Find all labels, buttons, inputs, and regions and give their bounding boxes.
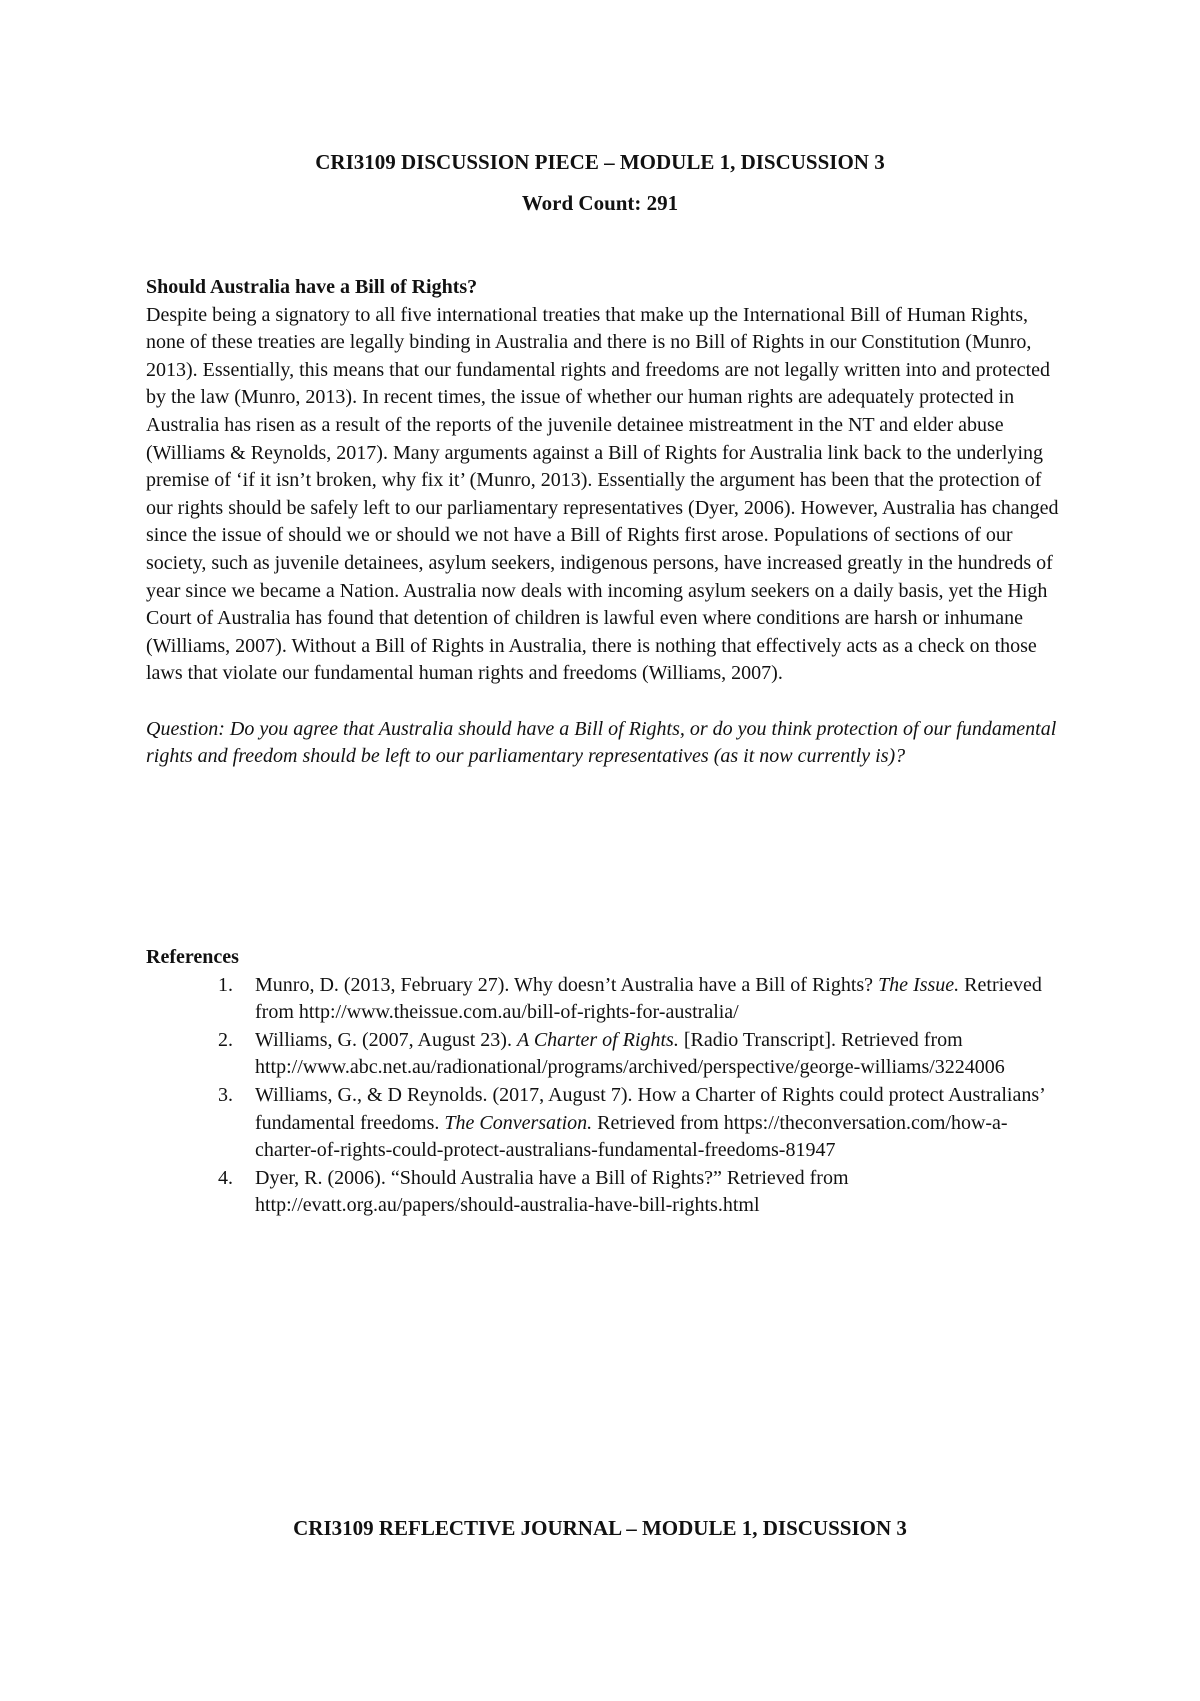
reference-retrieval: [Radio Transcript]. Retrieved from http://www.abc.net.au/radionational/programs/archived/perspective/george-williams/3224006 bbox=[255, 1028, 1005, 1079]
word-count: Word Count: 291 bbox=[521, 191, 679, 215]
reference-number: 3. bbox=[218, 1083, 233, 1106]
reference-text: Dyer, R. (2006). “Should Australia have a Bill of Rights?” Retrieved from http://evatt.org.au/papers/should-australia-have-bill-rights.html bbox=[255, 1166, 849, 1217]
journal-title: CRI3109 REFLECTIVE JOURNAL – MODULE 1, DISCUSSION 3 bbox=[293, 1516, 907, 1540]
reference-retrieval: Retrieved from https://theconversation.com/how-a-charter-of-rights-could-protect-australians-fundamental-freedoms-81947 bbox=[255, 1111, 1008, 1162]
discussion-question: Question: Do you agree that Australia should have a Bill of Rights, or do you think protection of our fundamental rights and freedom should be left to our parliamentary representatives (as it now currently is)? bbox=[146, 717, 1057, 768]
discussion-body: Despite being a signatory to all five international treaties that make up the International Bill of Human Rights, none of these treaties are legally binding in Australia and there is no Bill of Rights in our Constitution (Munro, 2013). Essentially, this means that our fundamental rights and freedoms are not legally written into and protected by the law (Munro, 2013). In recent times, the issue of whether our human rights are adequately protected in Australia has risen as a result of the reports of the juvenile detainee mistreatment in the NT and elder abuse (Williams & Reynolds, 2017). Many arguments against a Bill of Rights for Australia link back to the underlying premise of ‘if it isn’t broken, why fix it’ (Munro, 2013). Essentially the argument has been that the protection of our rights should be safely left to our parliamentary representatives (Dyer, 2006). However, Australia has changed since the issue of should we or should we not have a Bill of Rights first arose. Populations of sections of our society, such as juvenile detainees, asylum seekers, indigenous persons, have increased greatly in the hundreds of year since we became a Nation. Australia now deals with incoming asylum seekers on a daily basis, yet the High Court of Australia has found that detention of children is lawful even where conditions are harsh or inhumane (Williams, 2007). Without a Bill of Rights in Australia, there is nothing that effectively acts as a check on those laws that violate our fundamental human rights and freedoms (Williams, 2007). bbox=[146, 303, 1059, 685]
reference-source: A Charter of Rights. bbox=[516, 1028, 679, 1051]
reference-retrieval: Retrieved from http://www.theissue.com.au/bill-of-rights-for-australia/ bbox=[255, 973, 1042, 1024]
document-title: CRI3109 DISCUSSION PIECE – MODULE 1, DISCUSSION 3 bbox=[315, 150, 885, 174]
reference-text: Munro, D. (2013, February 27). Why doesn’t Australia have a Bill of Rights? bbox=[255, 973, 879, 996]
reference-source: The Issue. bbox=[878, 973, 960, 996]
reference-item bbox=[146, 972, 1046, 1027]
reference-item bbox=[146, 1027, 1046, 1082]
reference-item bbox=[146, 1082, 1046, 1165]
discussion-heading: Should Australia have a Bill of Rights? bbox=[146, 276, 478, 298]
discussion-section bbox=[146, 274, 1066, 771]
reference-number: 1. bbox=[218, 973, 233, 996]
reference-text: Williams, G. (2007, August 23). bbox=[255, 1028, 517, 1051]
reference-source: The Conversation. bbox=[444, 1111, 593, 1134]
references-heading: References bbox=[146, 946, 239, 968]
reference-number: 2. bbox=[218, 1028, 233, 1051]
reference-number: 4. bbox=[218, 1166, 233, 1189]
references-list bbox=[146, 972, 1046, 1220]
reference-item bbox=[146, 1165, 1046, 1220]
reference-text: Williams, G., & D Reynolds. (2017, August 7). How a Charter of Rights could protect Australians’ fundamental freedoms. bbox=[255, 1083, 1045, 1134]
references-section bbox=[146, 944, 1046, 1220]
